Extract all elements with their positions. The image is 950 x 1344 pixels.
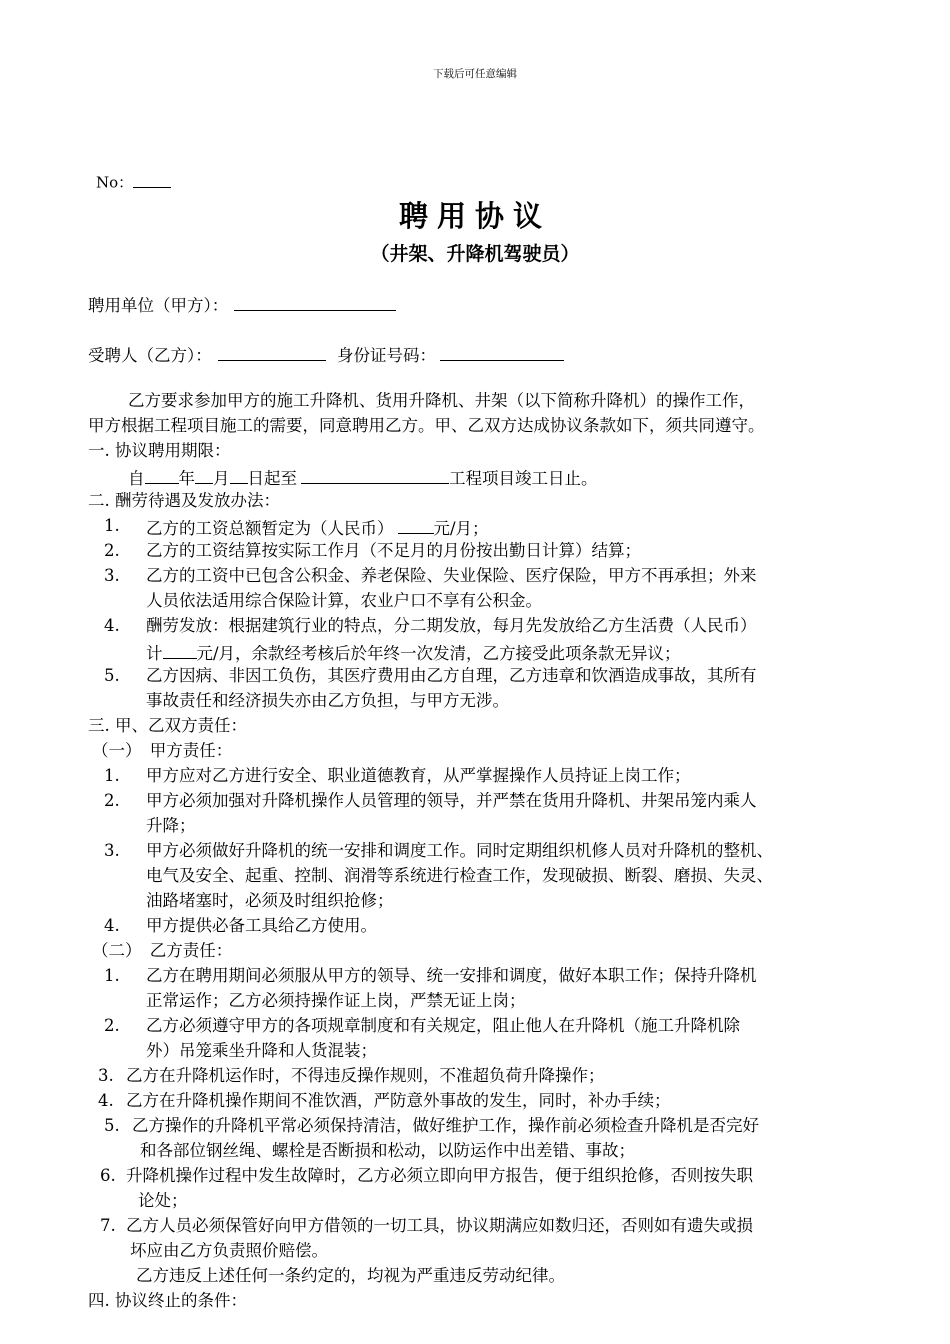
- party-b-item-6-line-1: 升降机操作过程中发生故障时，乙方必须立即向甲方报告，便于组织抢修，否则按失职: [126, 1166, 753, 1185]
- pay-item-1: [146, 515, 489, 540]
- term-month: 月: [213, 469, 230, 489]
- party-a-item-3-line-2: 电气及安全、起重、控制、润滑等系统进行检查工作，发现破损、断裂、磨损、失灵、: [146, 866, 773, 885]
- term-day-blank[interactable]: [230, 465, 248, 484]
- employee-label: 受聘人（乙方）：: [88, 346, 212, 366]
- pay-item-4-rest: 元/月，余款经考核后於年终一次发清，乙方接受此项条款无异议；: [196, 644, 681, 664]
- term-year-blank[interactable]: [145, 465, 179, 484]
- list-number: 1.: [104, 516, 120, 535]
- list-number: 3.: [104, 841, 120, 860]
- salary-blank[interactable]: [398, 515, 434, 534]
- page-title: 聘用协议: [398, 199, 551, 233]
- employee-line: [88, 342, 564, 367]
- pay-item-1-unit: 元/月；: [433, 519, 489, 539]
- employer-blank[interactable]: [234, 292, 396, 311]
- pay-item-5-line-1: 乙方因病、非因工负伤，其医疗费用由乙方自理，乙方违章和饮酒造成事故，其所有: [146, 666, 757, 685]
- party-b-item-3: 乙方在升降机运作时，不得违反操作规则，不准超负荷升降操作；: [126, 1066, 605, 1085]
- party-a-heading: （一） 甲方责任：: [92, 741, 233, 760]
- section-3-heading: 三. 甲、乙双方责任：: [88, 716, 247, 735]
- pay-item-5-line-2: 事故责任和经济损失亦由乙方负担，与甲方无涉。: [146, 691, 509, 710]
- list-number: 5.: [104, 1116, 120, 1135]
- party-b-item-4: 乙方在升降机操作期间不准饮酒，严防意外事故的发生，同时，补办手续；: [126, 1091, 671, 1110]
- list-number: 6.: [100, 1166, 116, 1185]
- project-name-blank[interactable]: [301, 465, 449, 484]
- party-a-item-1: 甲方应对乙方进行安全、职业道德教育，从严掌握操作人员持证上岗工作；: [146, 766, 691, 785]
- pay-item-2: 乙方的工资结算按实际工作月（不足月的月份按出勤日计算）结算；: [146, 541, 641, 560]
- employer-line: [88, 292, 396, 317]
- term-from: 自: [128, 469, 145, 489]
- list-number: 5.: [104, 666, 120, 685]
- id-label: 身份证号码：: [337, 346, 436, 366]
- list-number: 4.: [104, 616, 120, 635]
- pay-item-3-line-2: 人员依法适用综合保险计算，农业户口不享有公积金。: [146, 591, 542, 610]
- party-b-item-2-line-1: 乙方必须遵守甲方的各项规章制度和有关规定，阻止他人在升降机（施工升降机除: [146, 1016, 740, 1035]
- page-subtitle: （井架、升降机驾驶员）: [370, 243, 580, 265]
- term-line: [128, 465, 598, 490]
- pay-item-3-line-1: 乙方的工资中已包含公积金、养老保险、失业保险、医疗保险，甲方不再承担；外来: [146, 566, 757, 585]
- term-end: 工程项目竣工日止。: [449, 469, 598, 489]
- no-label: No：: [96, 173, 134, 192]
- party-b-item-1-line-1: 乙方在聘用期间必须服从甲方的领导、统一安排和调度，做好本职工作；保持升降机: [146, 966, 757, 985]
- pay-item-1-text: 乙方的工资总额暂定为（人民币）: [146, 519, 394, 539]
- party-b-item-2-line-2: 外）吊笼乘坐升降和人货混装；: [146, 1041, 377, 1060]
- term-year: 年: [178, 469, 195, 489]
- list-number: 3.: [98, 1066, 114, 1085]
- section-4-heading: 四. 协议终止的条件：: [88, 1291, 247, 1310]
- party-b-heading: （二） 乙方责任：: [92, 941, 233, 960]
- list-number: 1.: [104, 766, 120, 785]
- term-until: 日起至: [247, 469, 297, 489]
- section-1-heading: 一. 协议聘用期限：: [88, 441, 231, 460]
- list-number: 1.: [104, 966, 120, 985]
- pay-item-4-prefix: 计: [146, 644, 163, 664]
- list-number: 2.: [104, 791, 120, 810]
- party-a-item-2-line-2: 升降；: [146, 816, 196, 835]
- list-number: 3.: [104, 566, 120, 585]
- header-note: 下载后可任意编辑: [433, 68, 517, 80]
- employee-blank[interactable]: [218, 342, 326, 361]
- party-a-item-4: 甲方提供必备工具给乙方使用。: [146, 916, 377, 935]
- document-number-blank[interactable]: [133, 170, 171, 188]
- document-number: [96, 170, 171, 193]
- list-number: 2.: [104, 1016, 120, 1035]
- pay-item-4-line-1: 酬劳发放：根据建筑行业的特点，分二期发放，每月先发放给乙方生活费（人民币）: [146, 616, 757, 635]
- term-month-blank[interactable]: [195, 465, 213, 484]
- list-number: 2.: [104, 541, 120, 560]
- intro-line-1: 乙方要求参加甲方的施工升降机、货用升降机、井架（以下简称升降机）的操作工作，: [128, 391, 755, 410]
- party-a-item-3-line-1: 甲方必须做好升降机的统一安排和调度工作。同时定期组织机修人员对升降机的整机、: [146, 841, 773, 860]
- party-b-item-1-line-2: 正常运作；乙方必须持操作证上岗，严禁无证上岗；: [146, 991, 526, 1010]
- party-a-item-3-line-3: 油路堵塞时，必须及时组织抢修；: [146, 891, 394, 910]
- intro-line-2: 甲方根据工程项目施工的需要，同意聘用乙方。甲、乙双方达成协议条款如下，须共同遵守。: [88, 416, 765, 435]
- party-b-item-5-line-1: 乙方操作的升降机平常必须保持清洁，做好维护工作，操作前必须检查升降机是否完好: [132, 1116, 759, 1135]
- employer-label: 聘用单位（甲方）：: [88, 296, 229, 316]
- party-b-item-5-line-2: 和各部位钢丝绳、螺栓是否断损和松动，以防运作中出差错、事故；: [140, 1141, 635, 1160]
- list-number: 4.: [98, 1091, 114, 1110]
- party-b-item-7-line-2: 坏应由乙方负责照价赔偿。: [130, 1241, 328, 1260]
- living-allowance-blank[interactable]: [163, 640, 197, 659]
- section-2-heading: 二. 酬劳待遇及发放办法：: [88, 491, 280, 510]
- party-a-item-2-line-1: 甲方必须加强对升降机操作人员管理的领导，并严禁在货用升降机、井架吊笼内乘人: [146, 791, 757, 810]
- list-number: 4.: [104, 916, 120, 935]
- pay-item-4-line-2: [146, 640, 681, 665]
- party-b-item-6-line-2: 论处；: [138, 1191, 188, 1210]
- list-number: 7.: [100, 1216, 116, 1235]
- violation-clause: 乙方违反上述任何一条约定的，均视为严重违反劳动纪律。: [136, 1266, 565, 1285]
- party-b-item-7-line-1: 乙方人员必须保管好向甲方借领的一切工具，协议期满应如数归还，否则如有遗失或损: [126, 1216, 753, 1235]
- id-number-blank[interactable]: [440, 342, 564, 361]
